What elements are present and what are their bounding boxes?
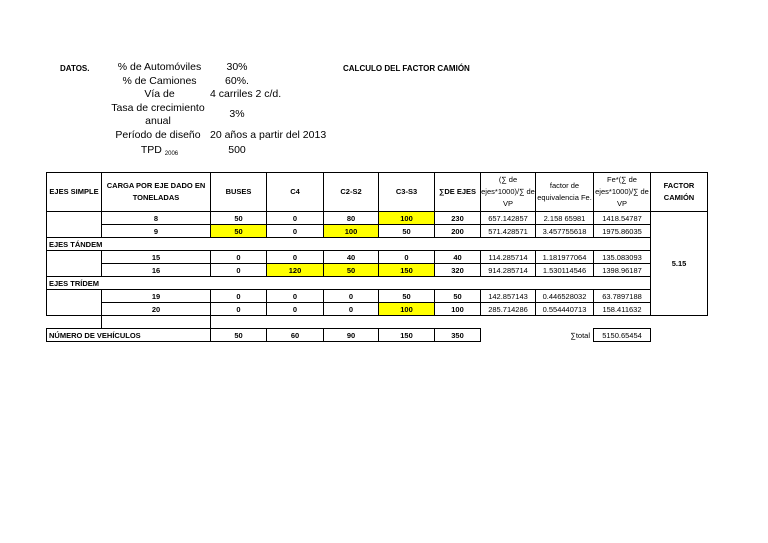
empty-cell [651,316,708,329]
fe-cell: 0.446528032 [536,290,594,303]
buses-cell: 50 [211,225,267,238]
c4-cell: 0 [267,212,324,225]
numero-vehiculos-label: NÚMERO DE VEHÍCULOS [47,329,211,342]
table-row [47,303,708,316]
empty-cell [324,316,379,329]
sum-cell: 200 [435,225,481,238]
header-c3s3: C3-S3 [379,173,435,212]
table-row [47,290,708,303]
table-row [47,225,708,238]
camiones-value: 60%. [225,75,249,87]
page-title: CALCULO DEL FACTOR CAMIÓN [343,64,470,73]
empty-cell [651,329,708,342]
empty-cell [481,329,536,342]
totals-row [47,329,708,342]
total-c3s3: 150 [379,329,435,342]
ejes-cell [47,212,102,225]
sum-cell: 230 [435,212,481,225]
empty-cell [211,316,267,329]
c2s2-cell: 80 [324,212,379,225]
buses-cell: 0 [211,264,267,277]
empty-row [47,316,708,329]
fe-cell: 1.530114546 [536,264,594,277]
total-label: ∑total [570,330,590,340]
tasa-value: 3% [229,108,245,120]
c4-cell: 0 [267,290,324,303]
empty-cell [379,316,435,329]
buses-cell: 0 [211,303,267,316]
section-tandem-label: EJES TÁNDEM [47,238,651,251]
factor-camion-table [46,172,708,342]
c3s3-cell: 50 [379,225,435,238]
header-sum-ejes: ∑DE EJES [435,173,481,212]
empty-cell [102,316,211,329]
fe-cell: 2.158 65981 [536,212,594,225]
ejes-cell [47,251,102,264]
vp-cell: 114.285714 [481,251,536,264]
table-row [47,264,708,277]
header-vp: (∑ de ejes*1000)/∑ de VP [481,173,536,212]
carga-cell: 15 [102,251,211,264]
table-row [47,212,708,225]
fe-vp-cell: 135.083093 [594,251,651,264]
sum-cell: 320 [435,264,481,277]
c3s3-cell: 50 [379,290,435,303]
vp-cell: 285.714286 [481,303,536,316]
sum-cell: 100 [435,303,481,316]
c3s3-cell: 100 [379,212,435,225]
table-row [47,251,708,264]
c4-cell: 0 [267,251,324,264]
empty-cell [435,316,481,329]
sum-cell: 50 [435,290,481,303]
buses-cell: 0 [211,251,267,264]
empty-cell [481,316,536,329]
total-buses: 50 [211,329,267,342]
header-c2s2: C2-S2 [324,173,379,212]
table-header-row [47,173,708,212]
vp-cell: 571.428571 [481,225,536,238]
c2s2-cell: 40 [324,251,379,264]
ejes-cell [47,225,102,238]
header-c4: C4 [267,173,324,212]
tpd-year: 2006 [164,151,179,157]
section-row-tandem [47,238,708,251]
periodo-label: Período de diseño [115,129,201,141]
via-label: Vía de [144,88,175,100]
carga-cell: 16 [102,264,211,277]
tpd-label [112,144,207,157]
c4-cell: 120 [267,264,324,277]
total-c4: 60 [267,329,324,342]
c3s3-cell: 0 [379,251,435,264]
camiones-label: % de Camiones [122,75,197,87]
fe-vp-cell: 1975.86035 [594,225,651,238]
fe-vp-cell: 63.7897188 [594,290,651,303]
empty-cell [47,316,102,329]
carga-cell: 20 [102,303,211,316]
carga-cell: 19 [102,290,211,303]
automoviles-label: % de Automóviles [117,61,202,73]
fe-vp-cell: 1398.96187 [594,264,651,277]
datos-label: DATOS. [60,64,90,73]
fe-cell: 3.457755618 [536,225,594,238]
buses-cell: 0 [211,290,267,303]
c4-cell: 0 [267,225,324,238]
total-sum: 350 [435,329,481,342]
section-row-tridem [47,277,708,290]
carga-cell: 8 [102,212,211,225]
carga-cell: 9 [102,225,211,238]
ejes-cell [47,290,102,303]
header-fe-vp: Fe*(∑ de ejes*1000)/∑ de VP [594,173,651,212]
header-factor: FACTOR CAMIÓN [651,173,708,212]
fe-cell: 1.181977064 [536,251,594,264]
fe-vp-cell: 158.411632 [594,303,651,316]
buses-cell: 50 [211,212,267,225]
total-value: 5150.65454 [594,329,651,342]
factor-camion-value: 5.15 [651,212,708,316]
vp-cell: 657.142857 [481,212,536,225]
c3s3-cell: 100 [379,303,435,316]
empty-cell [594,316,651,329]
fe-vp-cell: 1418.54787 [594,212,651,225]
c2s2-cell: 50 [324,264,379,277]
sum-cell: 40 [435,251,481,264]
ejes-cell [47,264,102,277]
total-c2s2: 90 [324,329,379,342]
empty-cell [536,316,594,329]
tasa-label-line1: Tasa de crecimiento [111,102,205,114]
ejes-cell [47,303,102,316]
automoviles-value: 30% [226,61,248,73]
tasa-label-line2: anual [145,115,171,127]
vp-cell: 914.285714 [481,264,536,277]
header-carga: CARGA POR EJE DADO EN TONELADAS [102,173,211,212]
header-ejes: EJES SIMPLE [47,173,102,212]
header-fe: factor de equivalencia Fe. [536,173,594,212]
tpd-label-text: TPD [140,144,162,156]
c2s2-cell: 0 [324,290,379,303]
c2s2-cell: 0 [324,303,379,316]
c3s3-cell: 150 [379,264,435,277]
periodo-value: 20 años a partir del 2013 [210,129,327,141]
tpd-value: 500 [228,144,246,156]
c2s2-cell: 100 [324,225,379,238]
vp-cell: 142.857143 [481,290,536,303]
via-value: 4 carriles 2 c/d. [210,88,282,100]
c4-cell: 0 [267,303,324,316]
section-tridem-label: EJES TRÍDEM [47,277,651,290]
header-buses: BUSES [211,173,267,212]
empty-cell [267,316,324,329]
fe-cell: 0.554440713 [536,303,594,316]
